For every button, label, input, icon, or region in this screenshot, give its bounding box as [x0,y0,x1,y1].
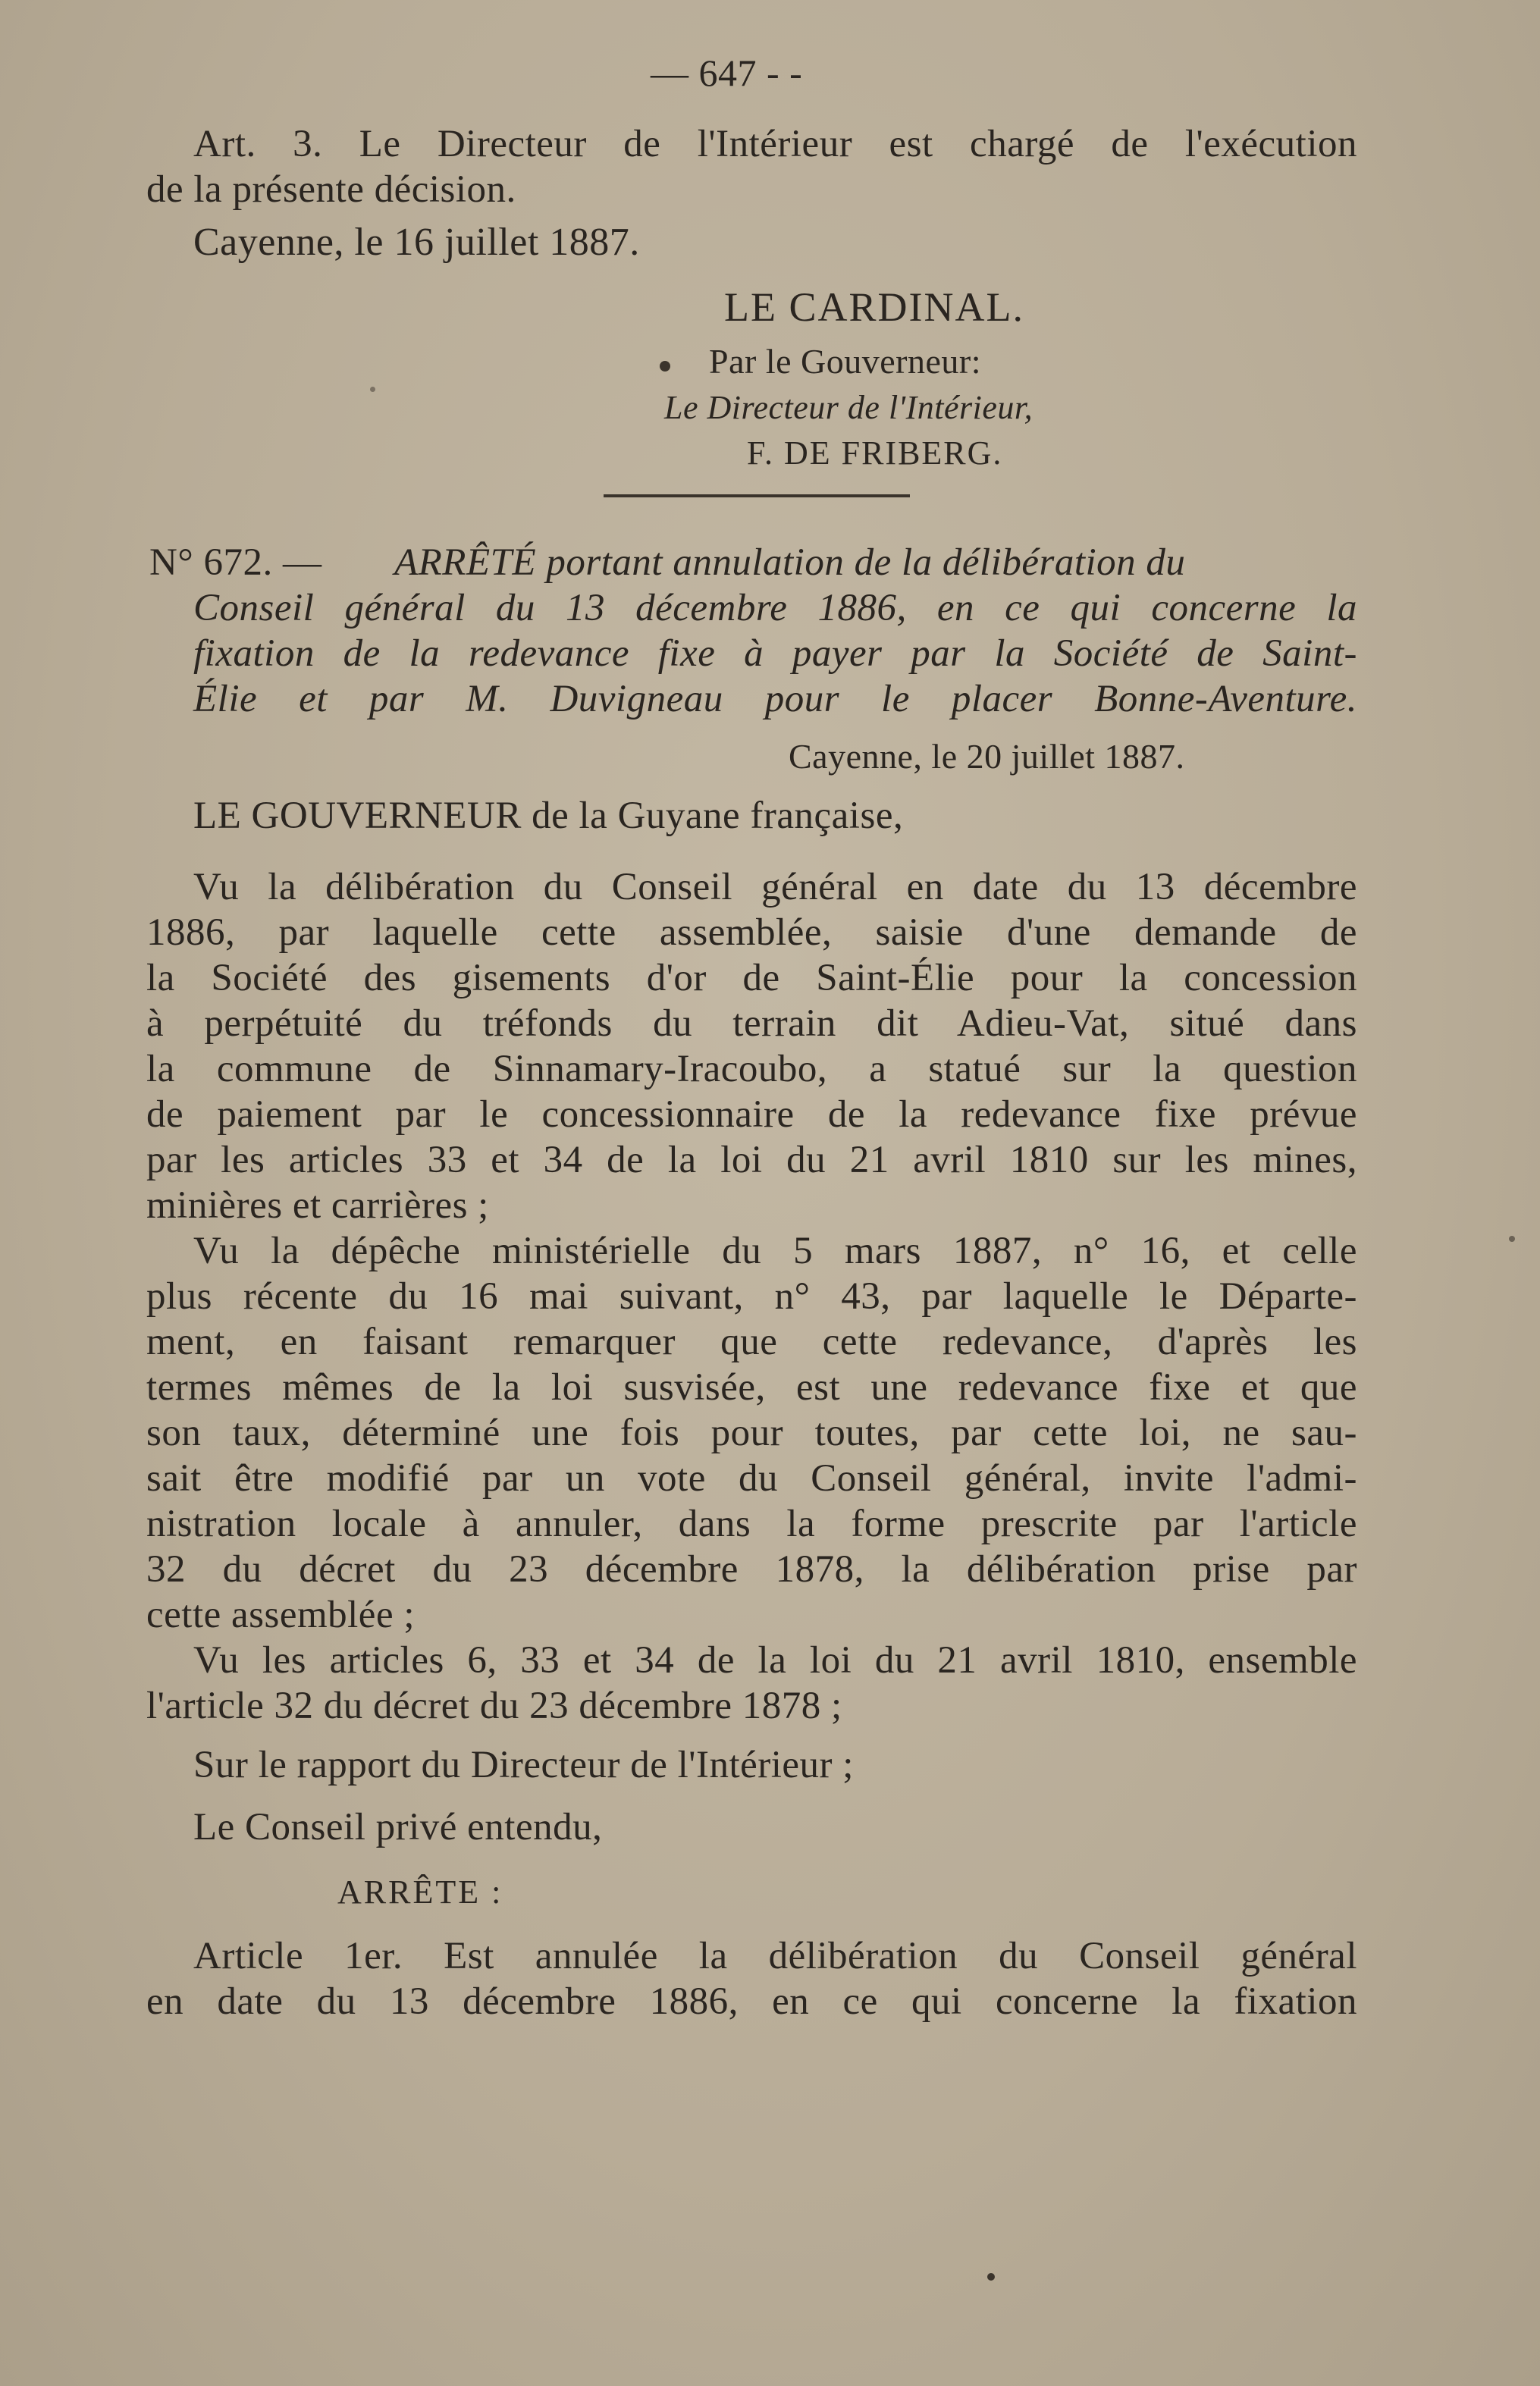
body-line-1: Vu la délibération du Conseil général en date du 13 décembre [193,866,1357,908]
article1-line-1: Article 1er. Est annulée la délibération du Conseil général [193,1935,1357,1977]
signature-role: Le Directeur de l'Intérieur, [664,389,1033,426]
body-line-5: la commune de Sinnamary-Iracoubo, a statué sur la question [146,1048,1357,1090]
page-number: — 647 - - [651,52,803,94]
body-line-18: Vu les articles 6, 33 et 34 de la loi du 21 avril 1810, ensemble [193,1639,1357,1682]
arrete-date-line: Cayenne, le 20 juillet 1887. [789,737,1185,776]
arrete-number: N° 672. — [149,541,322,584]
arrete-title-line-2: Conseil général du 13 décembre 1886, en ce qui concerne la [193,587,1357,629]
gouverneur-line: LE GOUVERNEUR de la Guyane française, [193,795,904,837]
ink-speck [370,387,375,392]
body-line-14: sait être modifié par un vote du Conseil général, invite l'admi- [146,1457,1357,1500]
conseil-line: Le Conseil privé entendu, [193,1806,603,1848]
body-line-9: Vu la dépêche ministérielle du 5 mars 1887, n° 16, et celle [193,1230,1357,1272]
body-line-2: 1886, par laquelle cette assemblée, saisie d'une demande de [146,911,1357,954]
signature-name: F. DE FRIBERG. [747,434,1003,472]
bullet-dot [660,361,670,372]
body-line-11: ment, en faisant remarquer que cette redevance, d'après les [146,1321,1357,1363]
signature-place-date: Cayenne, le 16 juillet 1887. [193,221,640,264]
signatory: LE CARDINAL. [724,284,1024,330]
body-line-10: plus récente du 16 mai suivant, n° 43, par laquelle le Départe- [146,1275,1357,1318]
separator-rule [604,494,910,497]
body-line-8: minières et carrières ; [146,1184,489,1227]
body-line-6: de paiement par le concessionnaire de la redevance fixe prévue [146,1093,1357,1136]
art3-line-1: Art. 3. Le Directeur de l'Intérieur est chargé de l'exécution [193,123,1357,165]
body-line-16: 32 du décret du 23 décembre 1878, la délibération prise par [146,1548,1357,1591]
body-line-3: la Société des gisements d'or de Saint-Élie pour la concession [146,957,1357,999]
arrete-title-line-4: Élie et par M. Duvigneau pour le placer Bonne-Aventure. [193,678,1357,720]
body-line-19: l'article 32 du décret du 23 décembre 1878 ; [146,1685,842,1727]
body-line-12: termes mêmes de la loi susvisée, est une redevance fixe et que [146,1366,1357,1409]
signature-par: Par le Gouverneur: [709,342,981,381]
arrete-heading: ARRÊTE : [337,1873,503,1911]
art3-line-2: de la présente décision. [146,168,516,211]
ink-speck [1509,1236,1515,1242]
body-line-15: nistration locale à annuler, dans la forme prescrite par l'article [146,1503,1357,1545]
body-line-13: son taux, déterminé une fois pour toutes, par cette loi, ne sau- [146,1412,1357,1454]
arrete-title-line-3: fixation de la redevance fixe à payer par la Société de Saint- [193,632,1357,675]
body-line-17: cette assemblée ; [146,1594,415,1636]
arrete-title-line-1: ARRÊTÉ portant annulation de la délibération du [394,541,1186,584]
body-line-7: par les articles 33 et 34 de la loi du 21 avril 1810 sur les mines, [146,1139,1357,1181]
article1-line-2: en date du 13 décembre 1886, en ce qui concerne la fixation [146,1980,1357,2023]
rapport-line: Sur le rapport du Directeur de l'Intérieur ; [193,1744,854,1786]
ink-speck [987,2273,995,2281]
body-line-4: à perpétuité du tréfonds du terrain dit Adieu-Vat, situé dans [146,1002,1357,1045]
